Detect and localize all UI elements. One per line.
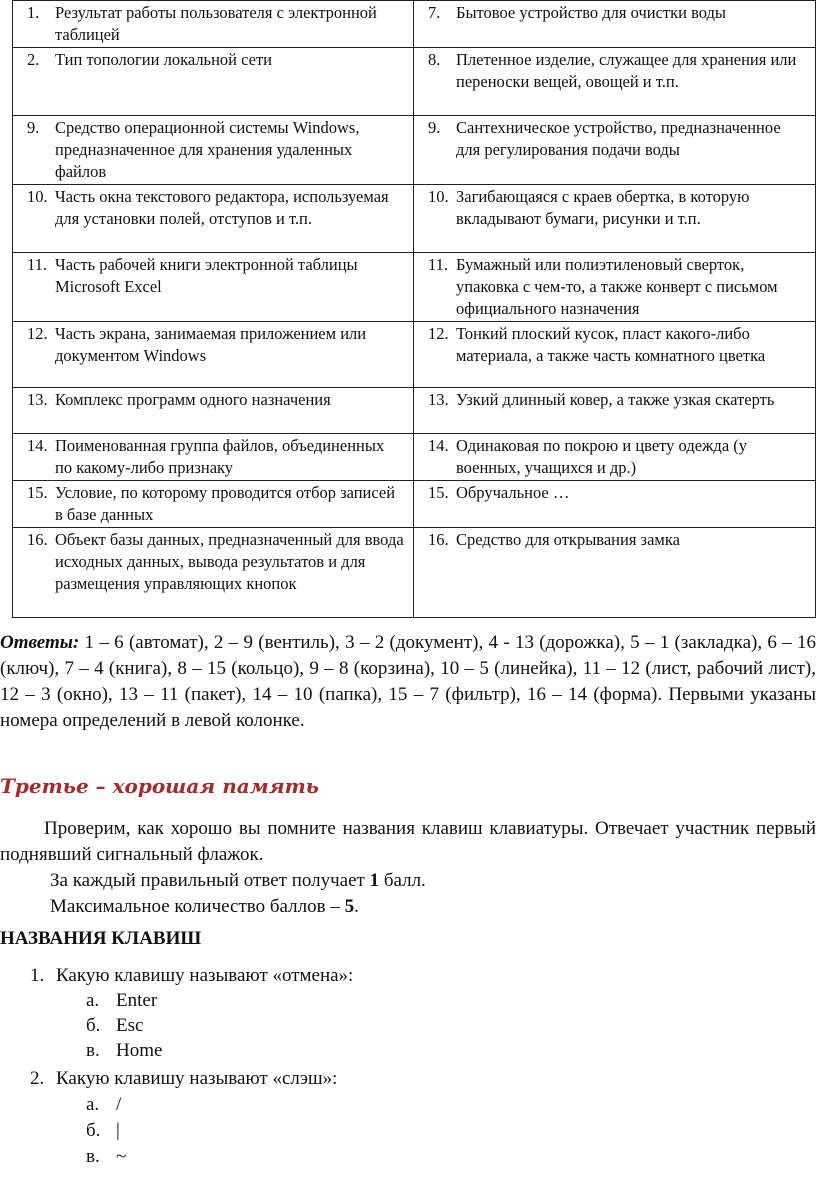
item-number: 8.: [428, 50, 441, 69]
table-cell: [414, 185, 816, 253]
item-text: Сантехническое устройство, предназначенное для регулирования подачи воды: [456, 118, 781, 159]
question-text: Какую клавишу называют «слэш»:: [56, 1068, 338, 1089]
question: [30, 1066, 337, 1092]
option-letter: а.: [86, 1094, 100, 1115]
item-number: 13.: [428, 390, 449, 409]
table-cell: [13, 481, 414, 528]
item-text: Средство для открывания замка: [456, 530, 680, 549]
definitions-table: [12, 0, 816, 618]
score-value: 1: [369, 870, 380, 891]
option: [86, 1038, 162, 1064]
table-cell: [13, 116, 414, 185]
item-number: 2.: [27, 50, 40, 69]
item-number: 1.: [27, 3, 40, 22]
table-row: [13, 185, 816, 253]
table-cell: [414, 48, 816, 116]
item-text: Условие, по которому проводится отбор записей в базе данных: [55, 483, 396, 524]
question: [30, 963, 353, 989]
option: [86, 1092, 121, 1118]
option-text: ~: [116, 1146, 127, 1167]
intro-paragraph: Проверим, как хорошо вы помните названия клавиш клавиатуры. Отвечает участник первый поднявший сигнальный флажок.: [0, 818, 816, 865]
table-cell: [13, 434, 414, 481]
table-cell: [414, 528, 816, 618]
table-cell: [13, 528, 414, 618]
table-cell: [13, 1, 414, 48]
option: [86, 1118, 120, 1144]
option-letter: в.: [86, 1146, 100, 1167]
max-value: 5: [344, 896, 355, 917]
score-suffix: балл.: [379, 870, 426, 891]
table-row: [13, 48, 816, 116]
table-cell: [414, 322, 816, 388]
option-letter: в.: [86, 1040, 100, 1061]
table-row: [13, 434, 816, 481]
max-suffix: .: [354, 896, 359, 917]
option-text: Home: [116, 1040, 163, 1061]
table-cell: [13, 253, 414, 322]
item-number: 10.: [428, 187, 449, 206]
item-number: 14.: [27, 436, 48, 455]
table-row: [13, 253, 816, 322]
table-cell: [414, 253, 816, 322]
item-number: 10.: [27, 187, 48, 206]
score-line: [0, 868, 816, 894]
table-cell: [414, 434, 816, 481]
item-text: Тонкий плоский кусок, пласт какого-либо материала, а также часть комнатного цветка: [456, 324, 766, 365]
table-cell: [414, 388, 816, 434]
item-number: 7.: [428, 3, 441, 22]
option-text: /: [116, 1094, 122, 1115]
option-text: Enter: [116, 990, 158, 1011]
table-row: [13, 388, 816, 434]
question-text: Какую клавишу называют «отмена»:: [56, 965, 354, 986]
option-text: Esc: [116, 1015, 144, 1036]
item-text: Тип топологии локальной сети: [55, 50, 272, 69]
section-heading: Третье – хорошая память: [0, 774, 319, 798]
item-number: 13.: [27, 390, 48, 409]
table-cell: [414, 116, 816, 185]
table-row: [13, 1, 816, 48]
table-cell: [414, 481, 816, 528]
item-text: Часть рабочей книги электронной таблицы Microsoft Excel: [55, 255, 358, 296]
item-number: 12.: [27, 324, 48, 343]
table-cell: [414, 1, 816, 48]
answers-paragraph: [0, 630, 816, 734]
item-number: 11.: [428, 255, 449, 274]
keys-title: НАЗВАНИЯ КЛАВИШ: [0, 928, 202, 949]
item-text: Плетенное изделие, служащее для хранения или переноски вещей, овощей и т.п.: [456, 50, 797, 91]
table-row: [13, 481, 816, 528]
item-text: Поименованная группа файлов, объединенных по какому-либо признаку: [55, 436, 385, 477]
item-number: 9.: [27, 118, 40, 137]
item-number: 16.: [428, 530, 449, 549]
question-number: 2.: [30, 1068, 45, 1089]
score-prefix: За каждый правильный ответ получает: [50, 870, 370, 891]
option-text: |: [116, 1120, 120, 1141]
item-number: 15.: [428, 483, 449, 502]
table-cell: [13, 185, 414, 253]
option: [86, 988, 157, 1014]
item-text: Средство операционной системы Windows, предназначенное для хранения удаленных файлов: [55, 118, 360, 181]
table-cell: [13, 322, 414, 388]
item-text: Одинаковая по покрою и цвету одежда (у военных, учащихся и др.): [456, 436, 748, 477]
table-cell: [13, 388, 414, 434]
item-text: Результат работы пользователя с электронной таблицей: [55, 3, 377, 44]
item-text: Часть окна текстового редактора, используемая для установки полей, отступов и т.п.: [55, 187, 389, 228]
question-number: 1.: [30, 965, 45, 986]
item-number: 16.: [27, 530, 48, 549]
item-number: 11.: [27, 255, 48, 274]
item-number: 9.: [428, 118, 441, 137]
item-text: Бытовое устройство для очистки воды: [456, 3, 727, 22]
table-cell: [13, 48, 414, 116]
item-number: 15.: [27, 483, 48, 502]
item-text: Загибающаяся с краев обертка, в которую вкладывают бумаги, рисунки и т.п.: [456, 187, 750, 228]
max-prefix: Максимальное количество баллов –: [50, 896, 345, 917]
item-text: Часть экрана, занимаемая приложением или документом Windows: [55, 324, 367, 365]
item-text: Объект базы данных, предназначенный для ввода исходных данных, вывода результатов и для размещения управляющих кнопок: [55, 530, 404, 593]
item-text: Бумажный или полиэтиленовый сверток, упаковка с чем-то, а также конверт с письмом официального назначения: [456, 255, 778, 318]
option: [86, 1144, 126, 1170]
table-row: [13, 528, 816, 618]
item-text: Комплекс программ одного назначения: [55, 390, 331, 409]
answers-text: 1 – 6 (автомат), 2 – 9 (вентиль), 3 – 2 (документ), 4 - 13 (дорожка), 5 – 1 (закладка), 6 – 16 (ключ), 7 – 4 (книга), 8 – 15 (кольцо), 9 – 8 (корзина), 10 – 5 (линейка), 11 – 12 (лист, рабочий лист), 12 – 3 (окно), 13 – 11 (пакет), 14 – 10 (папка), 15 – 7 (фильтр), 16 – 14 (форма). Первыми указаны номера определений в левой колонке.: [0, 632, 816, 731]
item-number: 12.: [428, 324, 449, 343]
table-row: [13, 322, 816, 388]
answers-label: Ответы:: [0, 632, 80, 653]
table-row: [13, 116, 816, 185]
item-text: Обручальное …: [456, 483, 570, 502]
option: [86, 1013, 143, 1039]
option-letter: б.: [86, 1120, 101, 1141]
max-score-line: [0, 894, 816, 920]
option-letter: б.: [86, 1015, 101, 1036]
option-letter: а.: [86, 990, 100, 1011]
item-number: 14.: [428, 436, 449, 455]
item-text: Узкий длинный ковер, а также узкая скатерть: [456, 390, 775, 409]
